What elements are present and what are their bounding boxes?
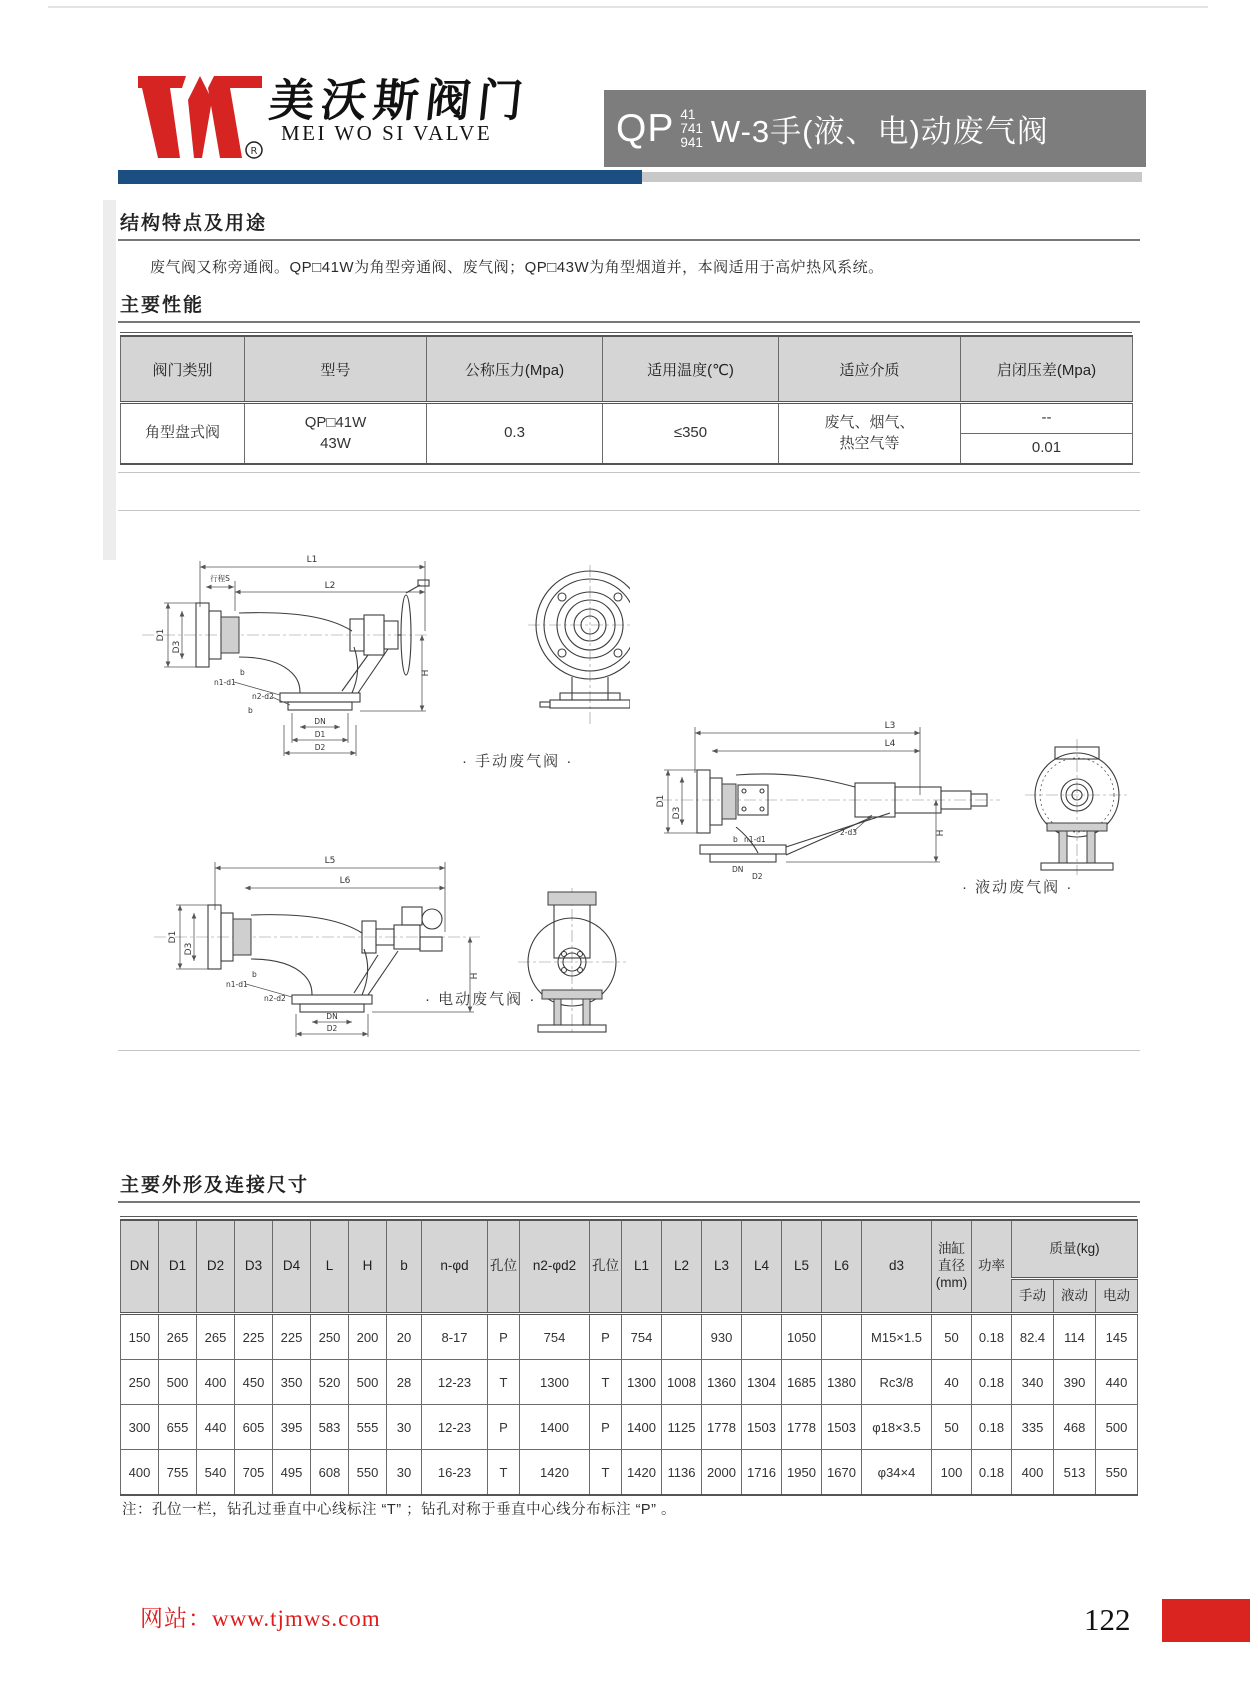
dim-col-header: D3 xyxy=(235,1220,273,1314)
dim-col-subheader: 电动 xyxy=(1096,1279,1138,1314)
divider-rule xyxy=(118,510,1140,511)
manual-valve-drawing xyxy=(130,515,630,775)
dim-col-header: L2 xyxy=(662,1220,702,1314)
perf-cell-pressure: 0.3 xyxy=(427,403,603,465)
perf-col-header: 适用温度(℃) xyxy=(603,336,779,403)
dim-cell: 1380 xyxy=(822,1360,862,1405)
features-paragraph: 废气阀又称旁通阀。QP□41W为角型旁通阀、废气阀；QP□43W为角型烟道并，本阀适用于高炉热风系统。 xyxy=(150,259,884,276)
dim-label: n2-d2 xyxy=(252,692,274,701)
company-name-en: MEI WO SI VALVE xyxy=(281,121,493,145)
electric-valve-label: · 电动废气阀 · xyxy=(425,991,537,1008)
dim-cell: 1685 xyxy=(782,1360,822,1405)
dim-col-header: D2 xyxy=(197,1220,235,1314)
dim-cell: 440 xyxy=(197,1405,235,1450)
dim-cell: 20 xyxy=(387,1314,422,1360)
dim-cell: T xyxy=(488,1450,520,1496)
dim-cell: 100 xyxy=(932,1450,972,1496)
dim-cell: 12-23 xyxy=(422,1360,488,1405)
dim-cell: P xyxy=(590,1405,622,1450)
manual-valve-label: · 手动废气阀 · xyxy=(462,753,574,770)
perf-cell-diff-top: -- xyxy=(961,403,1133,434)
dim-cell: 400 xyxy=(197,1360,235,1405)
dim-cell: 2000 xyxy=(702,1450,742,1496)
dim-cell: M15×1.5 xyxy=(862,1314,932,1360)
dim-cell: 513 xyxy=(1054,1450,1096,1496)
dim-col-header: D1 xyxy=(159,1220,197,1314)
perf-col-header: 型号 xyxy=(245,336,427,403)
dim-cell: 550 xyxy=(349,1450,387,1496)
dim-cell: 754 xyxy=(520,1314,590,1360)
dim-label: n1-d1 xyxy=(226,980,248,989)
dim-cell: 1670 xyxy=(822,1450,862,1496)
perf-cell-valve-type: 角型盘式阀 xyxy=(121,403,245,465)
dim-cell: 265 xyxy=(159,1314,197,1360)
performance-table xyxy=(120,332,1132,465)
perf-col-header: 阀门类别 xyxy=(121,336,245,403)
dim-col-header: 功率 xyxy=(972,1220,1012,1314)
dim-col-header: L1 xyxy=(622,1220,662,1314)
model-line: QP□41W xyxy=(304,414,367,432)
dim-cell: 30 xyxy=(387,1405,422,1450)
dim-label: D1 xyxy=(156,628,166,642)
dim-cell: 250 xyxy=(311,1314,349,1360)
dim-col-header: d3 xyxy=(862,1220,932,1314)
dim-col-subheader: 手动 xyxy=(1012,1279,1054,1314)
dim-label: n2-d2 xyxy=(264,994,286,1003)
dim-cell: 0.18 xyxy=(972,1314,1012,1360)
dim-table-row xyxy=(121,1314,1138,1360)
dim-cell: 500 xyxy=(349,1360,387,1405)
dim-col-subheader: 液动 xyxy=(1054,1279,1096,1314)
dim-label: L6 xyxy=(339,876,351,886)
dim-cell: 1008 xyxy=(662,1360,702,1405)
dim-cell: 1400 xyxy=(520,1405,590,1450)
dim-table-row xyxy=(121,1405,1138,1450)
model-title-banner xyxy=(604,90,1146,167)
dim-cell: 605 xyxy=(235,1405,273,1450)
divider-rule xyxy=(118,1050,1140,1051)
model-line: 43W xyxy=(320,434,351,452)
dim-cell: P xyxy=(590,1314,622,1360)
electric-valve-drawing xyxy=(140,850,640,1040)
perf-cell-diff-bottom: 0.01 xyxy=(961,434,1133,465)
dim-cell: 16-23 xyxy=(422,1450,488,1496)
perf-col-header: 适应介质 xyxy=(779,336,961,403)
dim-label: n1-d1 xyxy=(214,678,236,687)
dim-cell: 550 xyxy=(1096,1450,1138,1496)
model-prefix: QP xyxy=(616,106,675,150)
dim-label: H xyxy=(936,829,946,837)
dim-cell: 8-17 xyxy=(422,1314,488,1360)
dim-cell: 555 xyxy=(349,1405,387,1450)
dim-label: L2 xyxy=(324,581,336,591)
dim-cell: 265 xyxy=(197,1314,235,1360)
dim-label: H xyxy=(470,972,480,980)
dim-col-header: n2-φd2 xyxy=(520,1220,590,1314)
page-number: 122 xyxy=(1084,1602,1131,1637)
dim-cell xyxy=(662,1314,702,1360)
dim-label: DN xyxy=(314,717,326,726)
website-link[interactable]: 网站：www.tjmws.com xyxy=(140,1606,381,1631)
dim-cell: 145 xyxy=(1096,1314,1138,1360)
dim-label: n1-d1 xyxy=(744,835,766,844)
dim-col-header: L4 xyxy=(742,1220,782,1314)
dim-label: H xyxy=(421,669,431,677)
dim-cell: 28 xyxy=(387,1360,422,1405)
dim-cell: 395 xyxy=(273,1405,311,1450)
dim-cell: Rc3/8 xyxy=(862,1360,932,1405)
dim-col-header: D4 xyxy=(273,1220,311,1314)
dim-cell: 200 xyxy=(349,1314,387,1360)
dim-cell: 450 xyxy=(235,1360,273,1405)
dim-cell: 705 xyxy=(235,1450,273,1496)
dim-label: DN xyxy=(326,1012,338,1021)
dim-cell: 500 xyxy=(1096,1405,1138,1450)
dim-cell: 350 xyxy=(273,1360,311,1405)
dim-label: DN xyxy=(732,865,744,874)
dim-cell: 1420 xyxy=(622,1450,662,1496)
dim-cell: 0.18 xyxy=(972,1360,1012,1405)
dim-cell: 440 xyxy=(1096,1360,1138,1405)
dim-cell: 1300 xyxy=(622,1360,662,1405)
dim-table-body xyxy=(121,1314,1138,1496)
dim-cell xyxy=(742,1314,782,1360)
dim-label: b xyxy=(248,706,253,715)
dim-cell: T xyxy=(590,1360,622,1405)
manual-valve-end-view xyxy=(528,565,630,727)
dim-label: D1 xyxy=(314,730,326,739)
dim-cell: 608 xyxy=(311,1450,349,1496)
perf-col-header: 公称压力(Mpa) xyxy=(427,336,603,403)
dim-cell: P xyxy=(488,1314,520,1360)
dim-cell: 0.18 xyxy=(972,1405,1012,1450)
dim-cell: 1503 xyxy=(742,1405,782,1450)
media-line: 热空气等 xyxy=(839,434,900,452)
dim-cell: 390 xyxy=(1054,1360,1096,1405)
dim-cell: 1778 xyxy=(702,1405,742,1450)
dim-cell: 1716 xyxy=(742,1450,782,1496)
dim-cell: T xyxy=(488,1360,520,1405)
dim-cell: 495 xyxy=(273,1450,311,1496)
dim-cell: 1400 xyxy=(622,1405,662,1450)
dim-label: b xyxy=(252,970,257,979)
svg-text:R: R xyxy=(250,146,258,157)
dim-cell: 225 xyxy=(273,1314,311,1360)
model-suffix: W-3手(液、电)动废气阀 xyxy=(710,114,1049,149)
dim-label: L1 xyxy=(306,555,318,565)
header-accent-bar-gray xyxy=(642,172,1142,182)
dim-cell: φ34×4 xyxy=(862,1450,932,1496)
header-accent-bar-blue xyxy=(118,170,642,184)
dim-cell: 114 xyxy=(1054,1314,1096,1360)
dim-cell: 1136 xyxy=(662,1450,702,1496)
section-heading-features: 结构特点及用途 xyxy=(120,213,268,234)
dimension-table-wrap xyxy=(120,1216,1137,1496)
dim-cell: 1300 xyxy=(520,1360,590,1405)
dim-table-row xyxy=(121,1450,1138,1496)
dim-label: D3 xyxy=(672,806,682,820)
dim-cell: 335 xyxy=(1012,1405,1054,1450)
company-name-cn: 美沃斯阀门 xyxy=(266,76,533,126)
dim-label: 行程S xyxy=(210,574,230,583)
model-number-stack xyxy=(680,108,703,150)
dim-cell: P xyxy=(488,1405,520,1450)
dim-col-header: DN xyxy=(121,1220,159,1314)
dim-col-header: L6 xyxy=(822,1220,862,1314)
divider-rule xyxy=(118,472,1140,473)
dim-cell: 1125 xyxy=(662,1405,702,1450)
dim-cell: 0.18 xyxy=(972,1450,1012,1496)
dim-cell: φ18×3.5 xyxy=(862,1405,932,1450)
dim-cell: 583 xyxy=(311,1405,349,1450)
dim-cell: 40 xyxy=(932,1360,972,1405)
dim-cell: 655 xyxy=(159,1405,197,1450)
dim-cell: 500 xyxy=(159,1360,197,1405)
dim-col-header: L xyxy=(311,1220,349,1314)
dim-label: D3 xyxy=(184,942,194,956)
section-heading-dimensions: 主要外形及连接尺寸 xyxy=(120,1175,310,1196)
dim-label: L5 xyxy=(324,856,336,866)
company-logo-mark xyxy=(136,70,266,164)
perf-cell-temperature: ≤350 xyxy=(603,403,779,465)
hydraulic-valve-end-view xyxy=(1025,739,1129,875)
model-variant: 941 xyxy=(680,134,703,150)
dim-cell: 300 xyxy=(121,1405,159,1450)
media-line: 废气、烟气、 xyxy=(824,414,915,432)
dim-label: L4 xyxy=(884,739,896,749)
hydraulic-valve-label: · 液动废气阀 · xyxy=(962,879,1074,896)
hydraulic-valve-drawing xyxy=(640,695,1160,883)
dim-col-header-mass: 质量(kg) xyxy=(1012,1220,1138,1279)
dim-cell: 30 xyxy=(387,1450,422,1496)
dim-label: b xyxy=(240,668,245,677)
dim-cell: 82.4 xyxy=(1012,1314,1054,1360)
perf-row xyxy=(121,403,1133,434)
dim-cell: T xyxy=(590,1450,622,1496)
section-rule xyxy=(118,239,1140,241)
section-heading-performance: 主要性能 xyxy=(120,295,205,316)
dim-col-header: L5 xyxy=(782,1220,822,1314)
dim-table-row xyxy=(121,1360,1138,1405)
dim-cell: 150 xyxy=(121,1314,159,1360)
model-variant: 741 xyxy=(680,120,703,136)
dim-label: L3 xyxy=(884,721,896,731)
page-top-rule xyxy=(48,6,1208,8)
dim-cell: 1050 xyxy=(782,1314,822,1360)
dim-table-head xyxy=(121,1220,1138,1314)
dim-cell: 50 xyxy=(932,1314,972,1360)
dim-label: D1 xyxy=(168,930,178,944)
page-margin-strip xyxy=(103,200,116,560)
dimension-table xyxy=(120,1219,1138,1496)
dim-cell: 468 xyxy=(1054,1405,1096,1450)
electric-valve-end-view xyxy=(518,888,626,1032)
dim-cell: 1778 xyxy=(782,1405,822,1450)
section-rule xyxy=(118,1201,1140,1203)
dim-col-header: b xyxy=(387,1220,422,1314)
dim-cell: 1304 xyxy=(742,1360,782,1405)
dim-label: b xyxy=(733,835,738,844)
dim-cell: 340 xyxy=(1012,1360,1054,1405)
table-note: 注：孔位一栏，钻孔过垂直中心线标注 “T” ；钻孔对称于垂直中心线分布标注 “P” 。 xyxy=(122,1502,676,1518)
dim-cell: 754 xyxy=(622,1314,662,1360)
dim-label: D1 xyxy=(656,794,666,808)
dim-col-header: 孔位 xyxy=(590,1220,622,1314)
dim-cell: 1420 xyxy=(520,1450,590,1496)
dim-cell: 12-23 xyxy=(422,1405,488,1450)
dim-cell: 50 xyxy=(932,1405,972,1450)
dim-col-header: 油缸直径(mm) xyxy=(932,1220,972,1314)
dim-label: D2 xyxy=(314,743,326,752)
dim-label: D3 xyxy=(172,640,182,654)
dim-col-header: n-φd xyxy=(422,1220,488,1314)
dim-cell: 930 xyxy=(702,1314,742,1360)
dim-cell: 1503 xyxy=(822,1405,862,1450)
dim-label: D2 xyxy=(752,872,763,881)
dim-cell: 400 xyxy=(121,1450,159,1496)
dim-col-header: L3 xyxy=(702,1220,742,1314)
dim-label: 2-d3 xyxy=(840,828,858,837)
dim-cell: 1950 xyxy=(782,1450,822,1496)
dim-cell: 225 xyxy=(235,1314,273,1360)
perf-col-header: 启闭压差(Mpa) xyxy=(961,336,1133,403)
section-rule xyxy=(118,321,1140,323)
dim-cell: 520 xyxy=(311,1360,349,1405)
dim-cell: 1360 xyxy=(702,1360,742,1405)
dim-cell: 755 xyxy=(159,1450,197,1496)
dim-cell: 250 xyxy=(121,1360,159,1405)
dim-cell: 540 xyxy=(197,1450,235,1496)
perf-cell-media xyxy=(779,403,961,465)
footer-red-block xyxy=(1162,1599,1250,1642)
dim-col-header: H xyxy=(349,1220,387,1314)
dim-cell: 400 xyxy=(1012,1450,1054,1496)
dim-label: D2 xyxy=(326,1024,338,1033)
model-variant: 41 xyxy=(680,106,696,122)
perf-cell-model xyxy=(245,403,427,465)
dim-col-header: 孔位 xyxy=(488,1220,520,1314)
dim-cell xyxy=(822,1314,862,1360)
